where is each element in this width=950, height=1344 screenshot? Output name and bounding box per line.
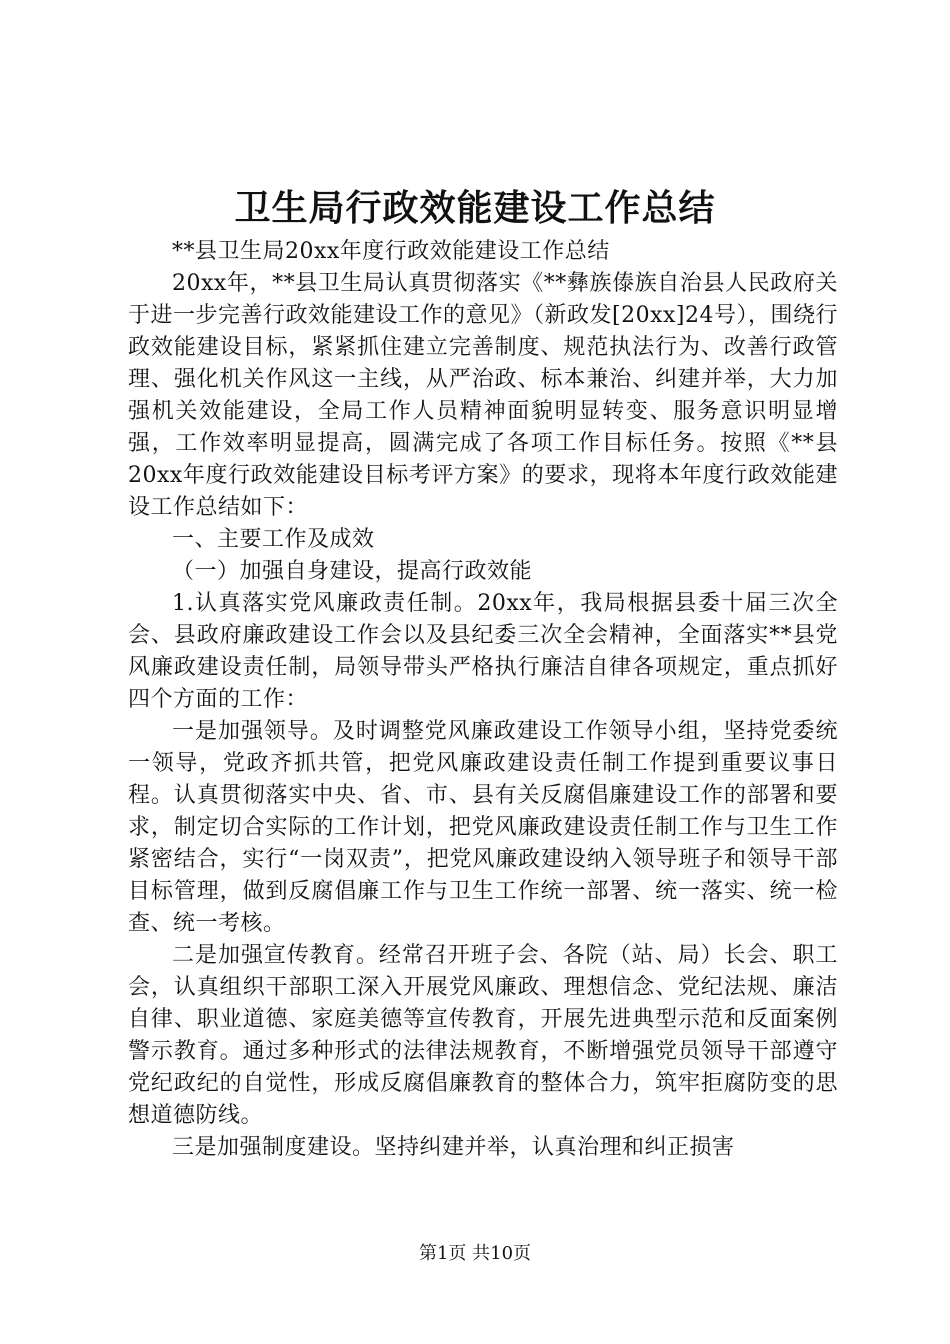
- body-paragraph: 1.认真落实党风廉政责任制。20xx年，我局根据县委十届三次全会、县政府廉政建设工作会以及县纪委三次全会精神，全面落实**县党风廉政建设责任制，局领导带头严格执行廉洁自律各项规定，重点抓好四个方面的工作：: [128, 591, 838, 712]
- body-paragraph: 二是加强宣传教育。经常召开班子会、各院（站、局）长会、职工会，认真组织干部职工深入开展党风廉政、理想信念、党纪法规、廉洁自律、职业道德、家庭美德等宣传教育，开展先进典型示范和反面案例警示教育。通过多种形式的法律法规教育，不断增强党员领导干部遵守党纪政纪的自觉性，形成反腐倡廉教育的整体合力，筑牢拒腐防变的思想道德防线。: [128, 943, 838, 1128]
- section-heading: 一、主要工作及成效: [172, 527, 375, 552]
- body-paragraph: 一是加强领导。及时调整党风廉政建设工作领导小组，坚持党委统一领导，党政齐抓共管，把党风廉政建设责任制工作提到重要议事日程。认真贯彻落实中央、省、市、县有关反腐倡廉建设工作的部署和要求，制定切合实际的工作计划，把党风廉政建设责任制工作与卫生工作紧密结合，实行“一岗双责”，把党风廉政建设纳入领导班子和领导干部目标管理，做到反腐倡廉工作与卫生工作统一部署、统一落实、统一检查、统一考核。: [128, 719, 838, 936]
- intro-paragraph: 20xx年，**县卫生局认真贯彻落实《**彝族傣族自治县人民政府关于进一步完善行政效能建设工作的意见》（新政发[20xx]24号），围绕行政效能建设目标，紧紧抓住建立完善制度、规范执法行为、改善行政管理、强化机关作风这一主线，从严治政、标本兼治、纠建并举，大力加强机关效能建设，全局工作人员精神面貌明显转变、服务意识明显增强，工作效率明显提高，圆满完成了各项工作目标任务。按照《**县20xx年度行政效能建设目标考评方案》的要求，现将本年度行政效能建设工作总结如下：: [128, 271, 838, 520]
- document-title: 卫生局行政效能建设工作总结: [234, 187, 716, 229]
- body-paragraph: 三是加强制度建设。坚持纠建并举，认真治理和纠正损害: [172, 1135, 735, 1160]
- document-body: [128, 236, 838, 1164]
- page-number-footer: 第1页 共10页: [418, 1243, 532, 1264]
- subtitle-paragraph: **县卫生局20xx年度行政效能建设工作总结: [172, 239, 610, 264]
- subsection-heading: （一）加强自身建设，提高行政效能: [172, 559, 533, 584]
